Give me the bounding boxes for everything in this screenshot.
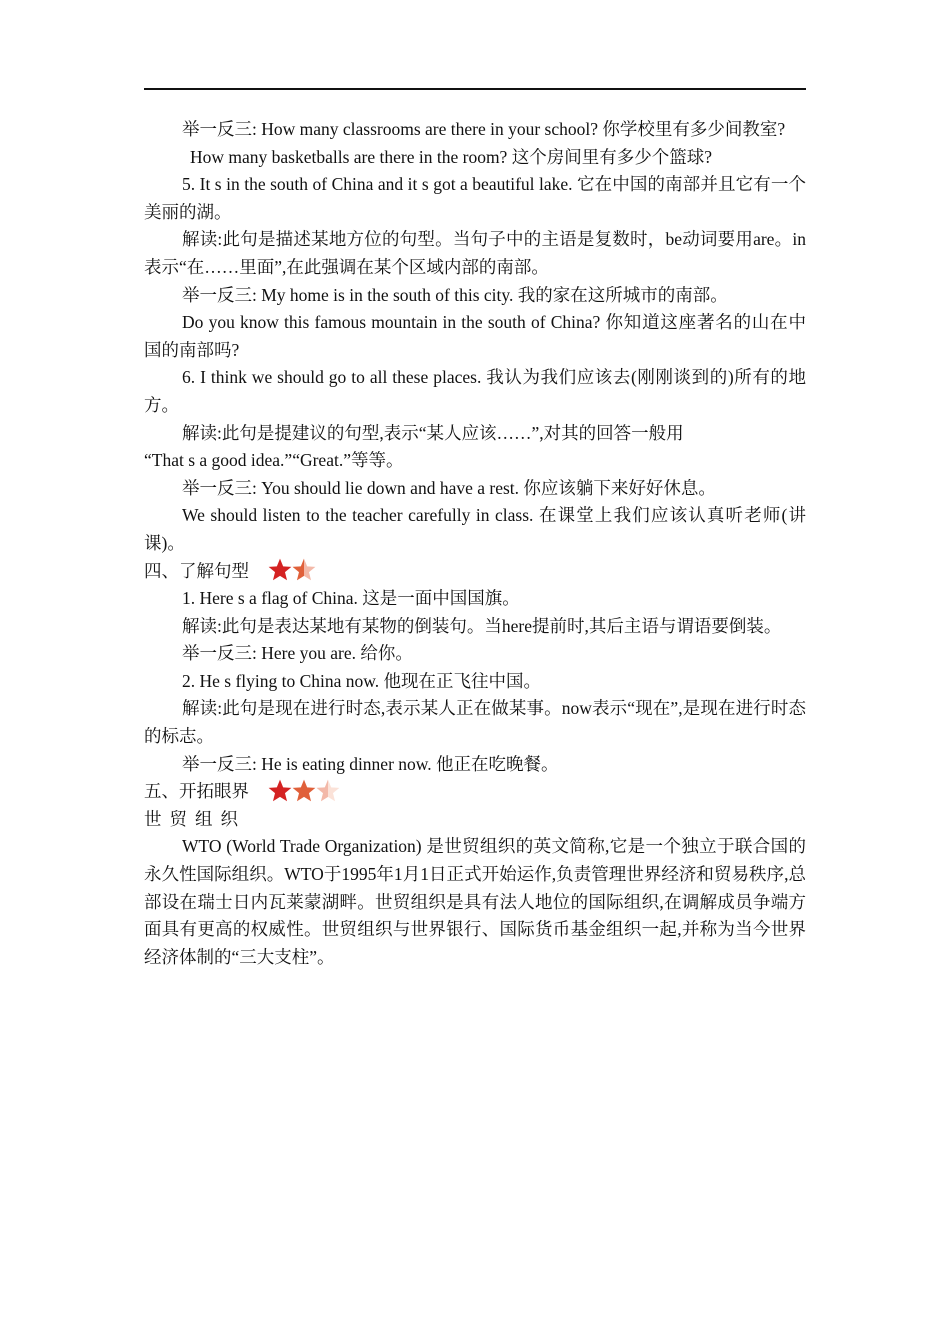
sentence-pattern-2: 2. He s flying to China now. 他现在正飞往中国。 bbox=[182, 670, 542, 691]
example-question-basketballs: How many basketballs are there in the room? 这个房间里有多少个篮球? bbox=[190, 146, 712, 167]
explanation-5: 解读:此句是描述某地方位的句型。当句子中的主语是复数时，be动词要用are。in表示“在……里面”,在此强调在某个区域内部的南部。 bbox=[144, 229, 806, 277]
document-body bbox=[144, 116, 806, 971]
explanation-pattern-1: 解读:此句是表达某地有某物的倒装句。当here提前时,其后主语与谓语要倒装。 bbox=[182, 615, 782, 636]
star-icon bbox=[291, 778, 317, 804]
sentence-6: 6. I think we should go to all these places. 我认为我们应该去(刚刚谈到的)所有的地方。 bbox=[144, 367, 806, 415]
section-4-heading bbox=[144, 558, 806, 586]
example-6a: 举一反三: You should lie down and have a rest. 你应该躺下来好好休息。 bbox=[182, 477, 716, 498]
rating-stars-section-5 bbox=[267, 778, 339, 804]
example-5b: Do you know this famous mountain in the south of China? 你知道这座著名的山在中国的南部吗? bbox=[144, 312, 806, 360]
rating-stars-section-4 bbox=[267, 557, 315, 583]
section-4-title: 四、了解句型 bbox=[144, 560, 249, 581]
half-star-icon bbox=[315, 778, 341, 804]
article-title: 世贸组织 bbox=[144, 808, 246, 829]
sentence-pattern-1: 1. Here s a flag of China. 这是一面中国国旗。 bbox=[182, 588, 520, 609]
example-question-classrooms: 举一反三: How many classrooms are there in your school? 你学校里有多少间教室? bbox=[182, 119, 786, 139]
star-icon bbox=[267, 557, 293, 583]
explanation-6-cont: “That s a good idea.”“Great.”等等。 bbox=[144, 450, 404, 471]
wto-paragraph: WTO (World Trade Organization) 是世贸组织的英文简称,它是一个独立于联合国的永久性国际组织。WTO于1995年1月1日正式开始运作,负责管理世界经济和贸易秩序,总部设在瑞士日内瓦莱蒙湖畔。世贸组织是具有法人地位的国际组织,在调解成员争端方面具有更高的权威性。世贸组织与世界银行、国际货币基金组织一起,并称为当今世界经济体制的“三大支柱”。 bbox=[144, 836, 806, 967]
section-5-heading bbox=[144, 778, 806, 806]
example-5a: 举一反三: My home is in the south of this city. 我的家在这所城市的南部。 bbox=[182, 284, 728, 305]
example-6b: We should listen to the teacher carefully in class. 在课堂上我们应该认真听老师(讲课)。 bbox=[144, 505, 806, 553]
header-rule bbox=[144, 88, 806, 90]
section-5-title: 五、开拓眼界 bbox=[144, 781, 249, 802]
half-star-icon bbox=[291, 557, 317, 583]
explanation-pattern-2: 解读:此句是现在进行时态,表示某人正在做某事。now表示“现在”,是现在进行时态的标志。 bbox=[144, 698, 806, 747]
explanation-6: 解读:此句是提建议的句型,表示“某人应该……”,对其的回答一般用 bbox=[182, 422, 684, 443]
example-pattern-2: 举一反三: He is eating dinner now. 他正在吃晚餐。 bbox=[182, 753, 559, 774]
sentence-5: 5. It s in the south of China and it s got a beautiful lake. 它在中国的南部并且它有一个美丽的湖。 bbox=[144, 174, 806, 222]
star-icon bbox=[267, 778, 293, 804]
example-pattern-1: 举一反三: Here you are. 给你。 bbox=[182, 643, 413, 664]
